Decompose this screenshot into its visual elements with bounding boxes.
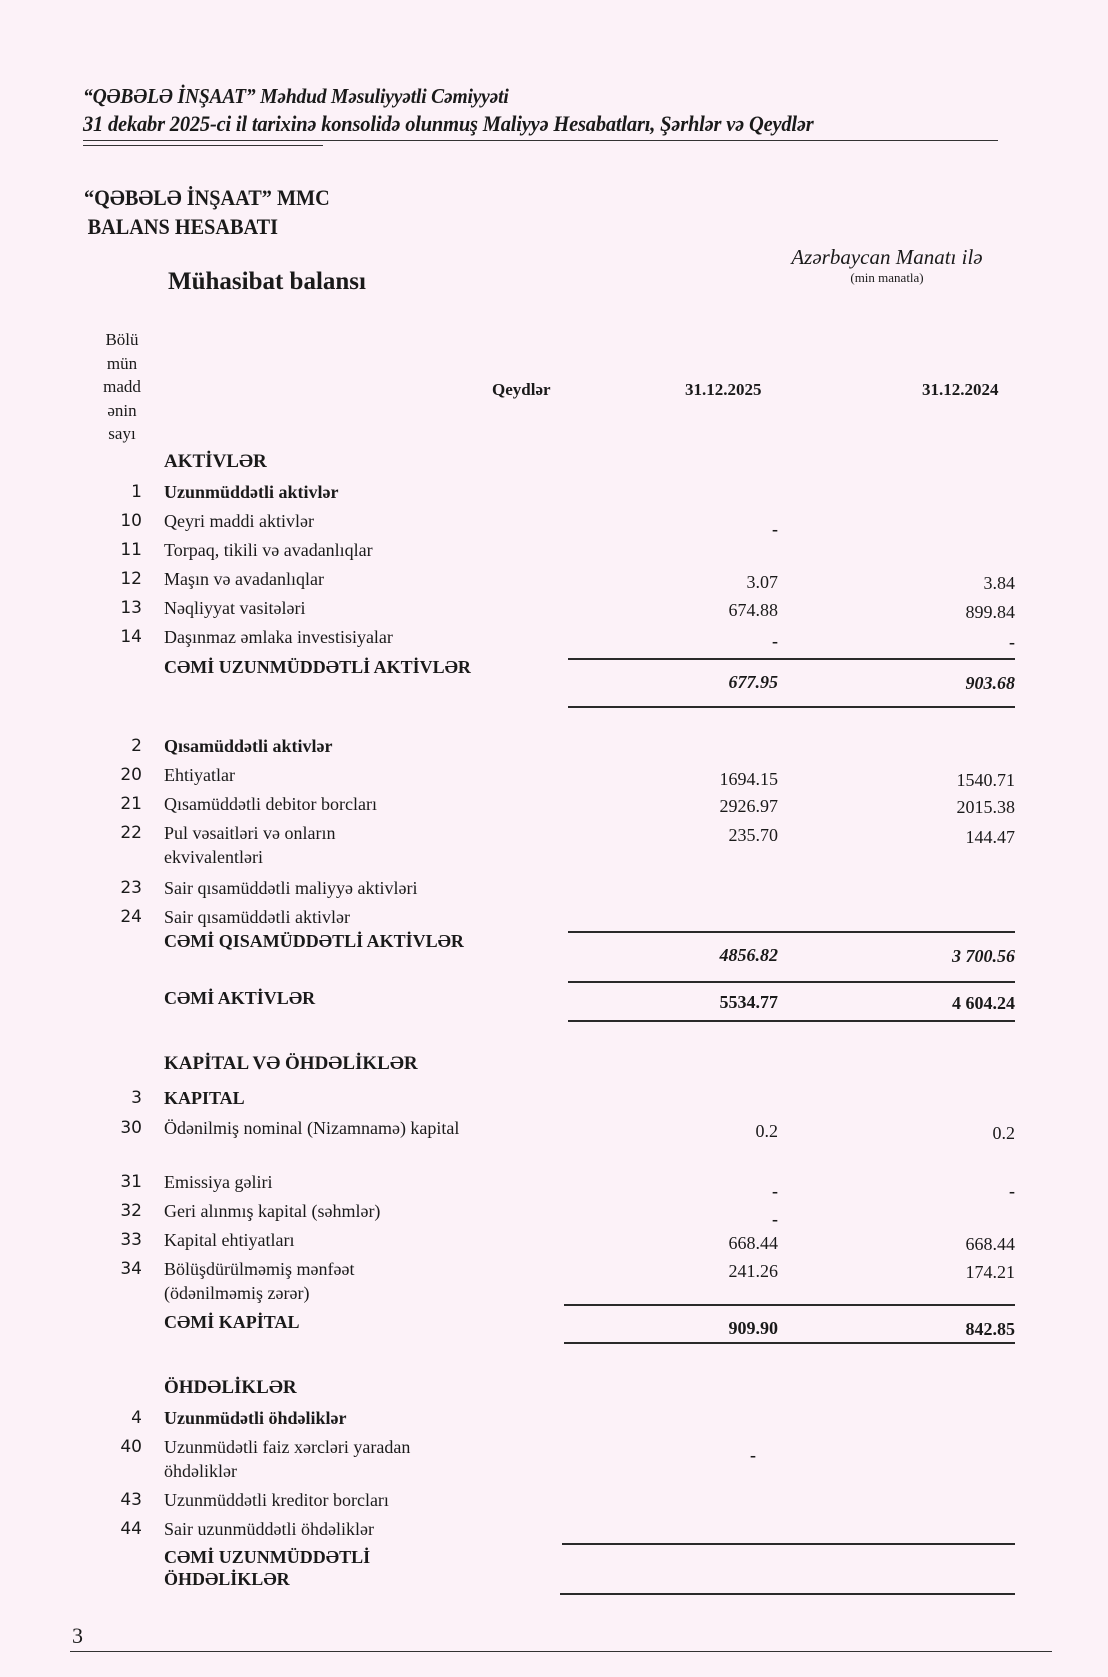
value-2024: 668.44 xyxy=(965,1234,1015,1254)
row-label: Qısamüddətli aktivlər xyxy=(164,736,333,756)
total-2025: 5534.77 xyxy=(719,992,778,1012)
row-code: 1 xyxy=(131,482,142,502)
row-code: 10 xyxy=(120,511,142,531)
total-label: CƏMİ UZUNMÜDDƏTLİ AKTİVLƏR xyxy=(164,657,471,677)
value-2025: 235.70 xyxy=(728,825,778,845)
header-report-title: 31 dekabr 2025-ci il tarixinə konsolidə olunmuş Maliyyə Hesabatları, Şərhlər və Qeydlər xyxy=(83,111,814,136)
value-2025: 241.26 xyxy=(728,1261,778,1281)
statement-title: BALANS HESABATI xyxy=(87,214,278,239)
company-name: “QƏBƏLƏ İNŞAAT” MMC xyxy=(84,185,330,210)
row-code: 24 xyxy=(120,907,142,927)
section-code-header-line: madd xyxy=(103,377,141,396)
table-row-total xyxy=(0,656,1108,708)
row-code: 12 xyxy=(120,569,142,589)
section-heading: AKTİVLƏR xyxy=(164,451,267,472)
total-rule xyxy=(560,1593,1015,1595)
row-label: Qeyri maddi aktivlər xyxy=(164,511,314,531)
value-2024: - xyxy=(1009,1181,1015,1201)
table-row xyxy=(0,538,1108,566)
table-row-total xyxy=(0,930,1108,982)
column-header-notes: Qeydlər xyxy=(492,380,551,399)
footer-rule xyxy=(70,1651,1052,1652)
row-code: 4 xyxy=(131,1408,142,1428)
value-2024: - xyxy=(1009,632,1015,652)
value-2024: 3.84 xyxy=(983,573,1015,593)
row-label: Nəqliyyat vasitələri xyxy=(164,598,306,618)
row-label: Daşınmaz əmlaka investisiyalar xyxy=(164,627,393,647)
table-row xyxy=(0,450,1108,478)
row-label: Pul vəsaitləri və onların ekvivalentləri xyxy=(164,823,336,867)
table-row xyxy=(0,1406,1108,1434)
row-code: 30 xyxy=(120,1118,142,1138)
value-2024: 899.84 xyxy=(965,602,1015,622)
row-label: Sair qısamüddətli aktivlər xyxy=(164,907,350,927)
row-code: 21 xyxy=(120,794,142,814)
table-row xyxy=(0,1086,1108,1114)
row-label: Uzunmüdətli öhdəliklər xyxy=(164,1408,347,1428)
currency-label: Azərbaycan Manatı ilə xyxy=(791,245,983,269)
table-row xyxy=(0,1052,1108,1080)
total-label: CƏMİ UZUNMÜDDƏTLİ ÖHDƏLİKLƏR xyxy=(164,1547,371,1589)
row-code: 33 xyxy=(120,1230,142,1250)
value-2025: 1694.15 xyxy=(719,769,778,789)
table-row xyxy=(0,1435,1108,1485)
value-2025: 0.2 xyxy=(755,1121,778,1141)
table-row xyxy=(0,1376,1108,1404)
running-header xyxy=(83,82,814,138)
subtotal-rule xyxy=(568,981,1015,983)
table-row xyxy=(0,1116,1108,1166)
row-code: 20 xyxy=(120,765,142,785)
row-code: 13 xyxy=(120,598,142,618)
table-row xyxy=(0,596,1108,624)
row-label: Ehtiyatlar xyxy=(164,765,235,785)
row-label: Qısamüddətli debitor borcları xyxy=(164,794,377,814)
total-2024: 903.68 xyxy=(965,673,1015,693)
row-label: Sair qısamüddətli maliyyə aktivləri xyxy=(164,878,418,898)
column-header-section-code xyxy=(92,328,152,446)
row-code: 22 xyxy=(120,823,142,843)
row-code: 14 xyxy=(120,627,142,647)
table-row xyxy=(0,1228,1108,1256)
value-2025: 3.07 xyxy=(746,572,778,592)
row-label: Uzunmüddətli kreditor borcları xyxy=(164,1490,389,1510)
section-code-header-line: Bölü xyxy=(105,330,139,349)
table-row xyxy=(0,509,1108,537)
row-label: Geri alınmış kapital (səhmlər) xyxy=(164,1201,381,1221)
section-code-header-line: ənin xyxy=(107,400,137,420)
value-2025: - xyxy=(772,1209,778,1229)
total-label: CƏMİ KAPİTAL xyxy=(164,1312,300,1332)
currency-note xyxy=(752,244,1022,286)
total-rule xyxy=(564,1342,1015,1344)
total-2024: 842.85 xyxy=(965,1319,1015,1339)
row-label: Ödənilmiş nominal (Nizamnamə) kapital xyxy=(164,1118,460,1138)
row-code: 2 xyxy=(131,736,142,756)
section-code-header-line: sayı xyxy=(108,424,136,443)
table-row-total xyxy=(0,1310,1108,1338)
header-rule-short xyxy=(83,145,323,146)
value-2025: 2926.97 xyxy=(719,796,778,816)
value-2025: - xyxy=(772,1181,778,1201)
table-row xyxy=(0,905,1108,933)
table-row xyxy=(0,821,1108,871)
row-code: 34 xyxy=(120,1259,142,1279)
section-heading: ÖHDƏLİKLƏR xyxy=(164,1377,297,1398)
row-code: 40 xyxy=(120,1437,142,1457)
row-code: 11 xyxy=(120,540,142,560)
row-label: Kapital ehtiyatları xyxy=(164,1230,295,1250)
row-label: Maşın və avadanlıqlar xyxy=(164,569,324,589)
row-code: 32 xyxy=(120,1201,142,1221)
table-row xyxy=(0,1517,1108,1545)
total-label: CƏMİ AKTİVLƏR xyxy=(164,988,316,1008)
table-row xyxy=(0,734,1108,762)
page-number: 3 xyxy=(72,1623,83,1648)
header-rule xyxy=(83,140,998,141)
value-2025: 668.44 xyxy=(728,1233,778,1253)
row-code: 31 xyxy=(120,1172,142,1192)
value-2024: 144.47 xyxy=(965,827,1015,847)
total-rule xyxy=(568,1020,1015,1022)
row-code: 43 xyxy=(120,1490,142,1510)
value-2025: 674.88 xyxy=(728,600,778,620)
total-2024: 4 604.24 xyxy=(952,993,1015,1013)
subtotal-rule xyxy=(564,1304,1015,1306)
column-header-2025: 31.12.2025 xyxy=(685,380,762,399)
total-rule xyxy=(568,706,1015,708)
row-label: Emissiya gəliri xyxy=(164,1172,273,1192)
table-row xyxy=(0,1488,1108,1516)
value-2024: 2015.38 xyxy=(956,797,1015,817)
total-2025: 909.90 xyxy=(728,1318,778,1338)
company-block xyxy=(84,183,330,241)
table-row xyxy=(0,625,1108,653)
table-row xyxy=(0,1170,1108,1201)
statement-subtitle: Mühasibat balansı xyxy=(168,268,366,295)
value-2025: - xyxy=(772,519,778,539)
table-row xyxy=(0,1257,1108,1307)
table-row-total xyxy=(0,1546,1108,1598)
table-row-total xyxy=(0,986,1108,1014)
table-row xyxy=(0,480,1108,508)
table-row xyxy=(0,792,1108,820)
row-label: Sair uzunmüddətli öhdəliklər xyxy=(164,1519,374,1539)
table-row xyxy=(0,763,1108,791)
total-2025: 4856.82 xyxy=(719,945,778,965)
row-label: Uzunmüddətli aktivlər xyxy=(164,482,339,502)
row-code: 44 xyxy=(120,1519,142,1539)
value-2024: 0.2 xyxy=(992,1123,1015,1143)
value-2025: - xyxy=(772,631,778,651)
table-row xyxy=(0,876,1108,904)
total-2024: 3 700.56 xyxy=(952,946,1015,966)
row-label: KAPITAL xyxy=(164,1088,245,1108)
row-label: Torpaq, tikili və avadanlıqlar xyxy=(164,540,373,560)
table-row xyxy=(0,1199,1108,1227)
column-header-2024: 31.12.2024 xyxy=(922,380,999,399)
header-company-full: “QƏBƏLƏ İNŞAAT” Məhdud Məsuliyyətli Cəmiyyəti xyxy=(83,84,509,108)
table-row xyxy=(0,567,1108,595)
value-2025: - xyxy=(750,1445,756,1465)
total-2025: 677.95 xyxy=(728,672,778,692)
row-label: Bölüşdürülməmiş mənfəət (ödənilməmiş zərər) xyxy=(164,1259,355,1303)
total-label: CƏMİ QISAMÜDDƏTLİ AKTİVLƏR xyxy=(164,931,464,951)
value-2024: 174.21 xyxy=(965,1262,1015,1282)
row-label: Uzunmüdətli faiz xərcləri yaradan öhdəliklər xyxy=(164,1437,411,1481)
section-heading: KAPİTAL VƏ ÖHDƏLİKLƏR xyxy=(164,1053,418,1074)
section-code-header-line: mün xyxy=(106,353,138,373)
subtotal-rule xyxy=(562,1543,1015,1545)
value-2024: 1540.71 xyxy=(956,770,1015,790)
row-code: 23 xyxy=(120,878,142,898)
currency-unit: (min manatla) xyxy=(850,270,924,285)
row-code: 3 xyxy=(131,1088,142,1108)
